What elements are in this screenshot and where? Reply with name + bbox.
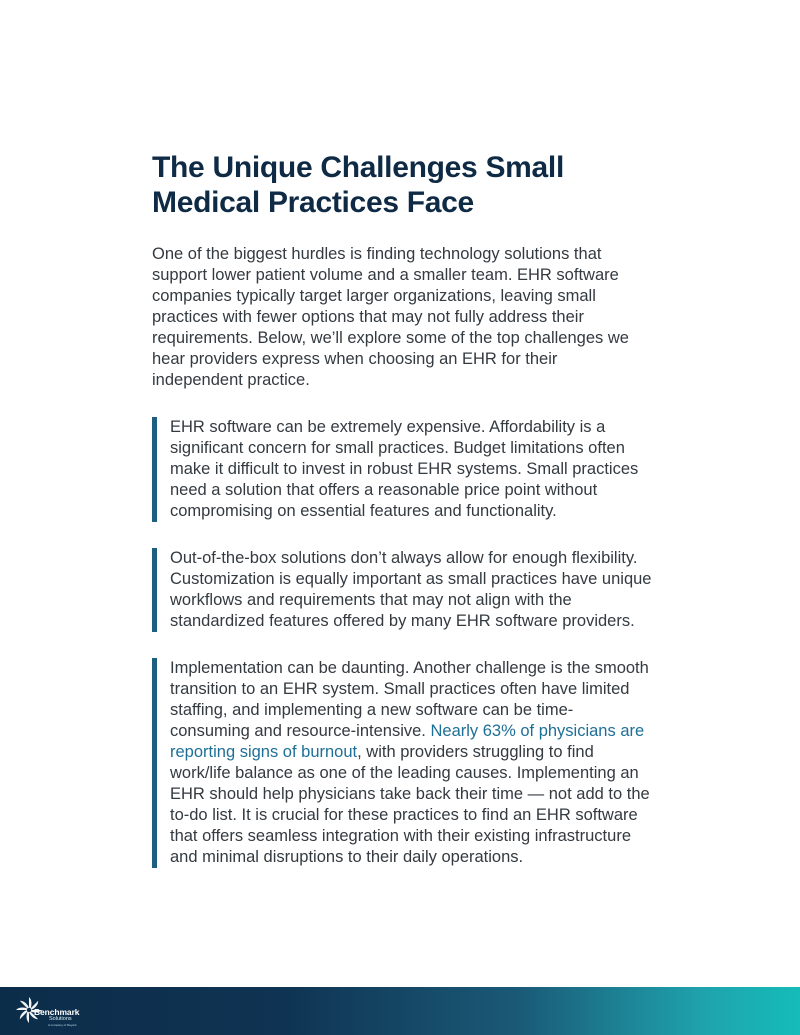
- challenge-implementation-text-after: , with providers struggling to find work/life balance as one of the leading causes. Implementing an EHR should help physicians take back their time — not add to the to-do list. It is crucial for these practices to find an EHR software that offers seamless integration with their existing infrastructure and minimal disruptions to their daily operations.: [170, 743, 650, 866]
- benchmark-logo: [14, 995, 84, 1029]
- logo-name: Benchmark: [34, 1007, 80, 1017]
- intro-paragraph: One of the biggest hurdles is finding technology solutions that support lower patient volume and a smaller team. EHR software companies typically target larger organizations, leaving small practices with fewer options that may not fully address their requirements. Below, we’ll explore some of the top challenges we hear providers express when choosing an EHR for their independent practice.: [152, 245, 629, 389]
- challenge-implementation: [152, 658, 652, 868]
- footer-band: [0, 987, 800, 1035]
- challenge-flexibility: Out-of-the-box solutions don’t always allow for enough flexibility. Customization is equally important as small practices have unique workflows and requirements that may not align with the standardized features offered by many EHR software providers.: [152, 548, 652, 632]
- main-content: [152, 150, 652, 868]
- logo-tagline: A company of Rayant: [48, 1023, 77, 1027]
- logo-subtitle: Solutions: [49, 1016, 72, 1022]
- burnout-statistic-link[interactable]: Nearly 63% of physicians are reporting signs of burnout: [170, 722, 645, 761]
- challenge-implementation-text-before: Implementation can be daunting. Another challenge is the smooth transition to an EHR system. Small practices often have limited staffing, and implementing a new software can be time-consuming and resource-intensive.: [170, 659, 649, 740]
- challenge-cost: EHR software can be extremely expensive. Affordability is a significant concern for small practices. Budget limitations often make it difficult to invest in robust EHR systems. Small practices need a solution that offers a reasonable price point without compromising on essential features and functionality.: [152, 417, 652, 522]
- page-title: The Unique Challenges Small Medical Practices Face: [152, 151, 564, 219]
